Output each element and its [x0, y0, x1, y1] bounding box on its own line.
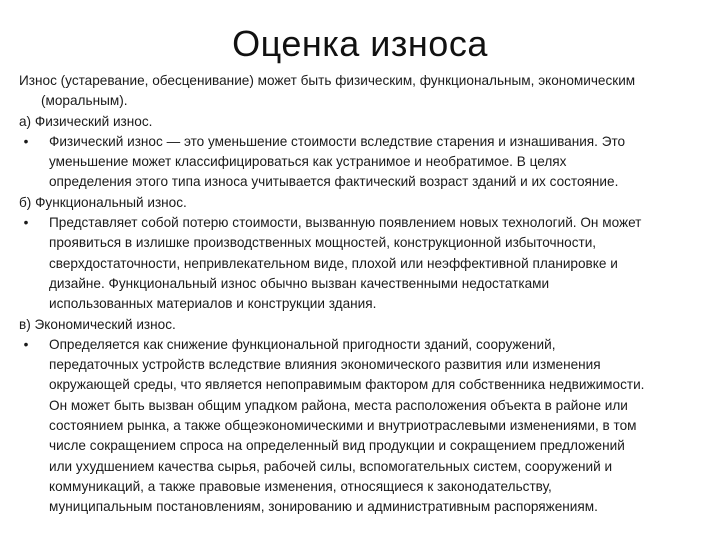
bullet-paragraph-line	[19, 213, 703, 233]
paragraph-line: использованных материалов и конструкции здания.	[49, 296, 377, 312]
slide-body	[19, 71, 703, 518]
paragraph-line: сверхдостаточности, непривлекательном виде, плохой или неэффективной планировке и	[49, 255, 618, 271]
slide-title: Оценка износа	[232, 23, 488, 64]
paragraph-text: Физический износ — это уменьшение стоимости вследствие старения и изнашивания. Это	[49, 133, 626, 149]
section-heading-functional: б) Функциональный износ.	[19, 194, 187, 210]
paragraph-line: уменьшение может классифицироваться как устранимое и необратимое. В целях	[49, 154, 567, 170]
paragraph-line: Он может быть вызван общим упадком района, места расположения объекта в районе или	[49, 397, 628, 413]
paragraph-line: коммуникаций, а также правовые изменения, относящиеся к законодательству,	[49, 478, 552, 494]
paragraph-line: дизайне. Функциональный износ обычно вызван качественными недостатками	[49, 275, 550, 291]
intro-line: Износ (устаревание, обесценивание) может быть физическим, функциональным, экономическим	[19, 73, 636, 88]
paragraph-line: или ухудшением качества сырья, рабочей силы, вспомогательных систем, сооружений и	[49, 458, 613, 474]
bullet-paragraph-line	[19, 132, 703, 152]
bullet-icon: •	[23, 215, 29, 231]
section-heading-economic: в) Экономический износ.	[19, 316, 176, 332]
paragraph-line: состоянием рынка, а также общеэкономическими и внутриотраслевыми изменениями, в том	[49, 418, 637, 434]
paragraph-line: числе сокращением спроса на определенный вид продукции и сокращением предложений	[49, 438, 625, 454]
bullet-icon: •	[23, 336, 29, 352]
paragraph-line: муниципальным постановлениям, зонированию и административным распоряжениям.	[49, 499, 598, 515]
paragraph-text: Определяется как снижение функциональной пригодности зданий, сооружений,	[49, 336, 556, 352]
paragraph-line: передаточных устройств вследствие влияния экономического развития или изменения	[49, 357, 601, 373]
bullet-icon: •	[23, 133, 29, 149]
paragraph-line: окружающей среды, что является непоправимым фактором для собственника недвижимости.	[49, 377, 645, 393]
paragraph-line: проявиться в излишке производственных мощностей, конструкционной избыточности,	[49, 235, 597, 251]
intro-line: (моральным).	[41, 93, 128, 109]
bullet-paragraph-line	[19, 335, 703, 355]
paragraph-text: Представляет собой потерю стоимости, вызванную появлением новых технологий. Он может	[49, 215, 642, 231]
section-heading-physical: а) Физический износ.	[19, 113, 153, 129]
paragraph-line: определения этого типа износа учитывается фактический возраст зданий и их состояние.	[49, 174, 619, 190]
